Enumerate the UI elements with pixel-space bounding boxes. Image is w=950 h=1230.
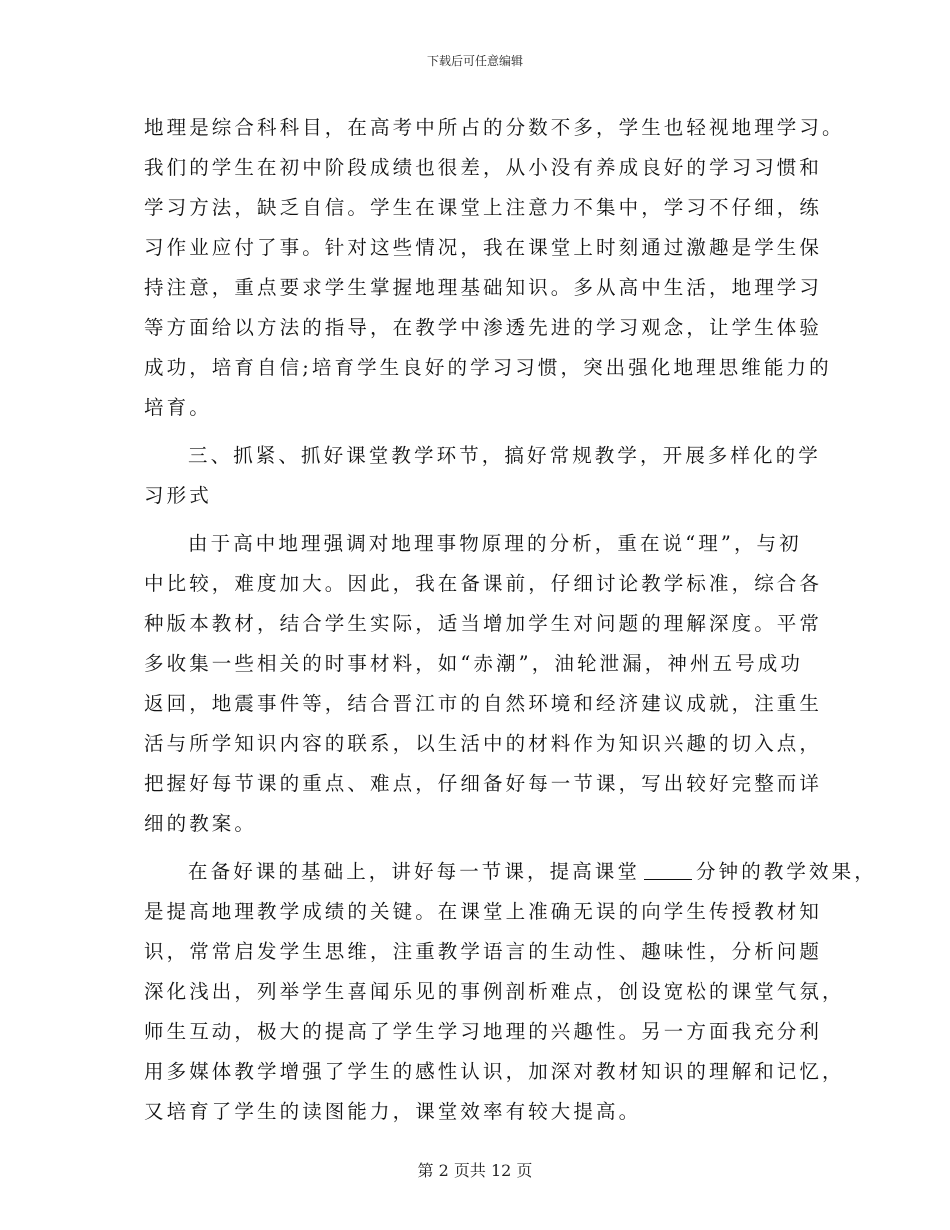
text-line: 学习方法，缺乏自信。学生在课堂上注意力不集中，学习不仔细，练 bbox=[144, 196, 823, 219]
paragraph-gap bbox=[144, 844, 814, 852]
text-line: 等方面给以方法的指导，在教学中渗透先进的学习观念，让学生体验 bbox=[144, 316, 823, 339]
page-footer: 第 2 页共 12 页 bbox=[417, 1161, 533, 1180]
fill-in-blank bbox=[644, 859, 692, 880]
text-line: 种版本教材，结合学生实际，适当增加学生对问题的理解深度。平常 bbox=[144, 612, 823, 635]
text-line: 师生互动，极大的提高了学生学习地理的兴趣性。另一方面我充分利 bbox=[144, 1020, 823, 1043]
text-line: 我们的学生在初中阶段成绩也很差，从小没有养成良好的学习习惯和 bbox=[144, 156, 823, 179]
text-segment: 分钟的教学效果， bbox=[696, 860, 877, 883]
text-line: 由于高中地理强调对地理事物原理的分析，重在说“理”，与初 bbox=[188, 532, 802, 555]
text-line: 又培育了学生的读图能力，课堂效率有较大提高。 bbox=[144, 1100, 642, 1123]
text-line: 活与所学知识内容的联系，以生活中的材料作为知识兴趣的切入点， bbox=[144, 732, 823, 755]
text-line: 多收集一些相关的时事材料，如“赤潮”，油轮泄漏，神州五号成功 bbox=[144, 652, 803, 675]
text-line: 细的教案。 bbox=[144, 812, 258, 835]
heading-line: 习形式 bbox=[144, 484, 212, 507]
text-line: 持注意，重点要求学生掌握地理基础知识。多从高中生活，地理学习 bbox=[144, 276, 823, 299]
section-heading-3 bbox=[144, 436, 821, 516]
text-line-with-blank bbox=[144, 852, 877, 892]
text-line: 用多媒体教学增强了学生的感性认识，加深对教材知识的理解和记忆， bbox=[144, 1060, 845, 1083]
text-line: 习作业应付了事。针对这些情况，我在课堂上时刻通过激趣是学生保 bbox=[144, 236, 823, 259]
paragraph-gap bbox=[144, 428, 814, 436]
document-body bbox=[144, 108, 877, 1132]
text-line: 识，常常启发学生思维，注重教学语言的生动性、趣味性，分析问题 bbox=[144, 940, 823, 963]
paragraph-2 bbox=[144, 524, 823, 844]
text-line: 成功，培育自信;培育学生良好的学习习惯，突出强化地理思维能力的 bbox=[144, 356, 832, 379]
page-header: 下载后可任意编辑 bbox=[426, 54, 523, 68]
text-segment: 在备好课的基础上，讲好每一节课，提高课堂 bbox=[188, 860, 641, 883]
text-line: 深化浅出，列举学生喜闻乐见的事例剖析难点，创设宽松的课堂气氛， bbox=[144, 980, 845, 1003]
text-line: 培育。 bbox=[144, 396, 212, 419]
text-line: 是提高地理教学成绩的关键。在课堂上准确无误的向学生传授教材知 bbox=[144, 900, 823, 923]
paragraph-gap bbox=[144, 516, 814, 524]
paragraph-3 bbox=[144, 852, 877, 1132]
paragraph-1 bbox=[144, 108, 845, 428]
text-line: 中比较，难度加大。因此，我在备课前，仔细讨论教学标准，综合各 bbox=[144, 572, 823, 595]
text-line: 地理是综合科科目，在高考中所占的分数不多，学生也轻视地理学习。 bbox=[144, 116, 845, 139]
text-line: 把握好每节课的重点、难点，仔细备好每一节课，写出较好完整而详 bbox=[144, 772, 823, 795]
text-line: 返回，地震事件等，结合晋江市的自然环境和经济建议成就，注重生 bbox=[144, 692, 823, 715]
heading-line: 三、抓紧、抓好课堂教学环节，搞好常规教学，开展多样化的学 bbox=[188, 444, 821, 467]
